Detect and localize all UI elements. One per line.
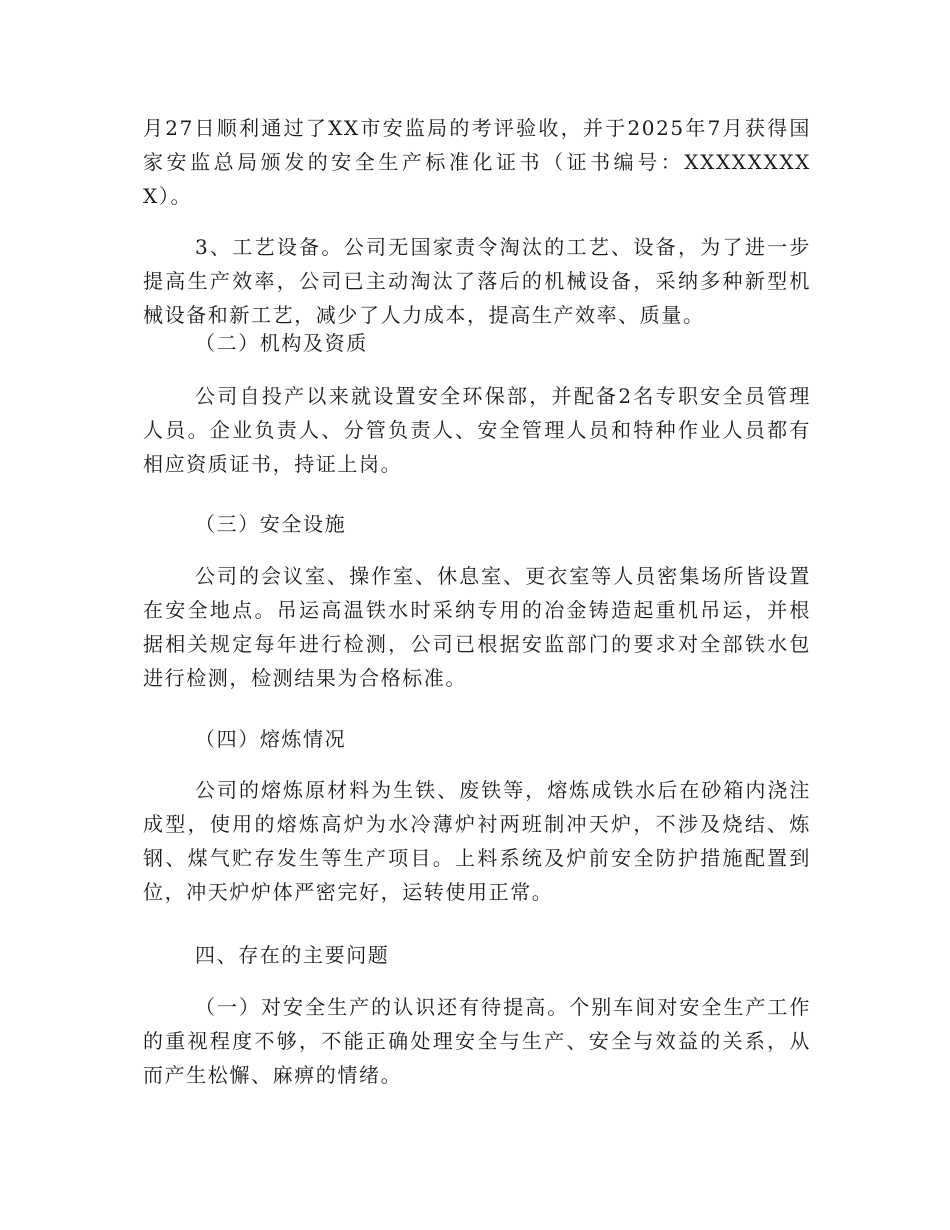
paragraph-process-equipment: 3、工艺设备。公司无国家责令淘汰的工艺、设备，为了进一步提高生产效率，公司已主动淘汰了落后的机械设备，采纳多种新型机械设备和新工艺，减少了人力成本，提高生产效率、质量。 [143, 235, 811, 327]
paragraph-organization: 公司自投产以来就设置安全环保部，并配备2名专职安全员管理人员。企业负责人、分管负责人、安全管理人员和特种作业人员都有相应资质证书，持证上岗。 [143, 384, 811, 476]
heading-smelting: （四）熔炼情况 [195, 727, 347, 751]
paragraph-problem-awareness: （一）对安全生产的认识还有待提高。个别车间对安全生产工作的重视程度不够，不能正确处理安全与生产、安全与效益的关系，从而产生松懈、麻痹的情绪。 [143, 995, 811, 1087]
heading-safety-facilities: （三）安全设施 [195, 512, 347, 536]
heading-main-problems: 四、存在的主要问题 [195, 943, 390, 967]
paragraph-certification: 月27日顺利通过了XX市安监局的考评验收，并于2025年7月获得国家安监总局颁发的安全生产标准化证书（证书编号：XXXXXXXXX）。 [143, 116, 811, 208]
paragraph-smelting: 公司的熔炼原材料为生铁、废铁等，熔炼成铁水后在砂箱内浇注成型，使用的熔炼高炉为水冷薄炉衬两班制冲天炉，不涉及烧结、炼钢、煤气贮存发生等生产项目。上料系统及炉前安全防护措施配置到位，冲天炉炉体严密完好，运转使用正常。 [143, 778, 811, 904]
heading-organization-qualification: （二）机构及资质 [195, 331, 368, 355]
paragraph-safety-facilities: 公司的会议室、操作室、休息室、更衣室等人员密集场所皆设置在安全地点。吊运高温铁水时采纳专用的冶金铸造起重机吊运，并根据相关规定每年进行检测，公司已根据安监部门的要求对全部铁水包进行检测，检测结果为合格标准。 [143, 564, 811, 690]
